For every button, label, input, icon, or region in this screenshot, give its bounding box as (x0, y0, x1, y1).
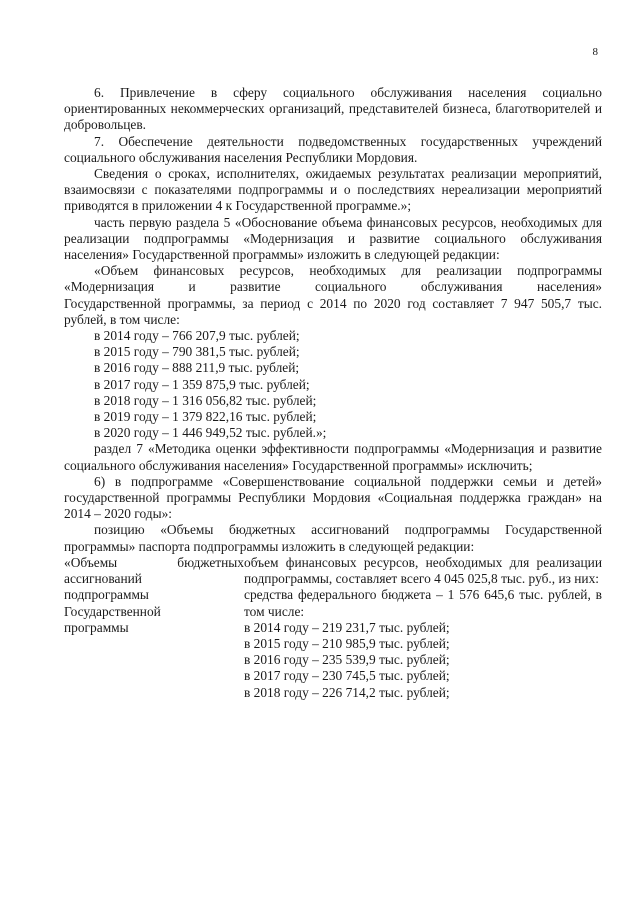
paragraph-podprogramma-6: 6) в подпрограмме «Совершенствование социальной поддержки семьи и детей» государственной программы Республики Мордовия «Социальная поддержка граждан» на 2014 – 2020 годы»: (64, 473, 602, 522)
list-item: в 2015 году – 790 381,5 тыс. рублей; (94, 344, 300, 360)
paragraph-razdel-7: раздел 7 «Методика оценки эффективности подпрограммы «Модернизация и развитие социального обслуживания населения» Государственной программы» исключить; (64, 441, 602, 473)
list-item: в 2018 году – 226 714,2 тыс. рублей; (244, 684, 450, 700)
list-item: в 2019 году – 1 379 822,16 тыс. рублей; (94, 409, 317, 425)
list-item: в 2016 году – 235 539,9 тыс. рублей; (244, 652, 450, 668)
table-left-cell (64, 555, 244, 701)
paragraph-chast-pervuyu: часть первую раздела 5 «Обоснование объема финансовых ресурсов, необходимых для реализации подпрограммы «Модернизация и развитие социального обслуживания населения» Государственной программы» изложить в следующей редакции: (64, 214, 602, 263)
paragraph-obem-line1: «Объем финансовых ресурсов, необходимых для реализации подпрограммы (94, 263, 602, 279)
table-right-cell (244, 555, 602, 701)
passport-table (64, 555, 602, 701)
item-7: 7. Обеспечение деятельности подведомственных государственных учреждений социального обслуживания населения Республики Мордовия. (64, 133, 602, 165)
table-left-line: «Объемы бюджетных (64, 554, 244, 570)
table-left-line: подпрограммы (64, 587, 149, 603)
paragraph-obem-line3: Государственной программы, за период с 2014 по 2020 год составляет 7 947 505,7 тыс. рублей, в том числе: (64, 295, 602, 327)
table-left-line: Государственной (64, 603, 161, 619)
page-number: 8 (592, 46, 598, 58)
list-item: в 2014 году – 766 207,9 тыс. рублей; (94, 328, 300, 344)
paragraph-obem-line2: «Модернизация и развитие социального обслуживания населения» (64, 279, 602, 295)
list-item: в 2018 году – 1 316 056,82 тыс. рублей; (94, 392, 317, 408)
list-item: в 2015 году – 210 985,9 тыс. рублей; (244, 635, 450, 651)
item-6: 6. Привлечение в сферу социального обслуживания населения социально ориентированных некоммерческих организаций, представителей бизнеса, благотворителей и добровольцев. (64, 85, 602, 133)
list-item: в 2017 году – 1 359 875,9 тыс. рублей; (94, 376, 310, 392)
list-item: в 2017 году – 230 745,5 тыс. рублей; (244, 668, 450, 684)
list-item: в 2014 году – 219 231,7 тыс. рублей; (244, 619, 450, 635)
table-right-intro: объем финансовых ресурсов, необходимых для реализации подпрограммы, составляет всего 4 045 025,8 тыс. руб., из них: (244, 554, 602, 587)
paragraph-poziciyu: позицию «Объемы бюджетных ассигнований подпрограммы Государственной программы» паспорта подпрограммы изложить в следующей редакции: (64, 522, 602, 554)
paragraph-sroki: Сведения о сроках, исполнителях, ожидаемых результатах реализации мероприятий, взаимосвязи с показателями подпрограммы и о последствиях нереализации мероприятий приводятся в приложении 4 к Государственной программе.»; (64, 166, 602, 214)
list-item: в 2016 году – 888 211,9 тыс. рублей; (94, 360, 300, 376)
table-left-line: программы (64, 619, 129, 635)
table-right-federal: средства федерального бюджета – 1 576 645,6 тыс. рублей, в том числе: (244, 587, 602, 619)
list-item: в 2020 году – 1 446 949,52 тыс. рублей.»; (94, 425, 327, 441)
years-list (64, 328, 602, 441)
table-left-line: ассигнований (64, 571, 142, 587)
